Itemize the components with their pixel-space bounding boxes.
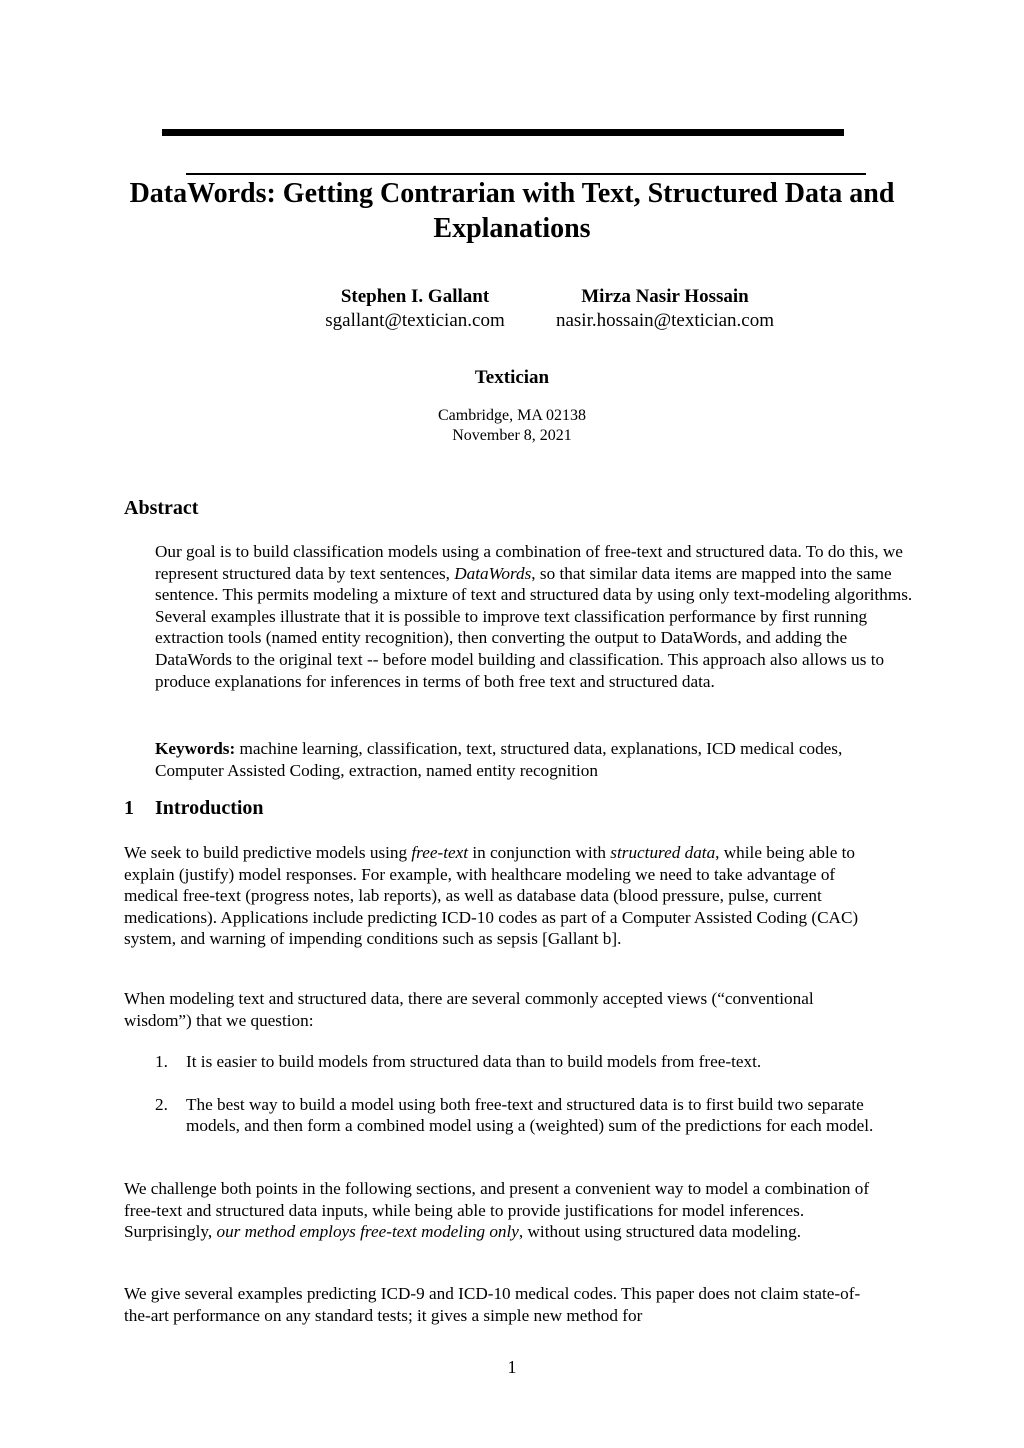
author-block-2 — [530, 285, 800, 333]
section-heading — [124, 797, 264, 820]
author-email: sgallant@textician.com — [325, 310, 505, 331]
paragraph-text: We challenge both points in the following sections, and present a convenient way to model a combination of free-text and structured data inputs, while being able to provide justifications for model inferences. Surprisingly, — [124, 1179, 870, 1242]
author-name: Mirza Nasir Hossain — [581, 286, 749, 307]
paragraph-text: in conjunction with — [468, 843, 611, 862]
paper-date: November 8, 2021 — [452, 427, 572, 444]
paper-title: DataWords: Getting Contrarian with Text, Structured Data and Explanations — [129, 178, 895, 244]
keywords — [155, 738, 915, 781]
paragraph-text: We seek to build predictive models using — [124, 843, 412, 862]
paragraph-emphasis: structured data — [610, 843, 716, 862]
list-item-number: 1. — [155, 1052, 168, 1071]
abstract-text: Our goal is to build classification models using a combination of free-text and structured data. To do this, we represent structured data by text sentences, — [155, 542, 903, 583]
author-email: nasir.hossain@textician.com — [555, 310, 774, 331]
intro-paragraph-4: We give several examples predicting ICD-9 and ICD-10 medical codes. This paper does not claim state-of-the-art performance on any standard tests; it gives a simple new method for — [124, 1284, 861, 1325]
page-number: 1 — [507, 1357, 517, 1377]
abstract-heading: Abstract — [124, 497, 199, 519]
paragraph-emphasis: free-text — [411, 843, 469, 862]
author-block-1 — [290, 285, 540, 333]
keywords-label: Keywords: — [155, 739, 236, 758]
list-item-text: It is easier to build models from structured data than to build models from free-text. — [186, 1052, 762, 1071]
list-item — [124, 1051, 884, 1073]
abstract-emphasis: DataWords — [454, 563, 532, 583]
intro-paragraph-2: When modeling text and structured data, there are several commonly accepted views (“conventional wisdom”) that we question: — [124, 989, 814, 1030]
list-item — [124, 1094, 884, 1137]
abstract-text: , so that similar data items are mapped into the same sentence. This permits modeling a mixture of text and structured data by using only text-modeling algorithms. Several examples illustrate that it is possible to improve text classification performance by first running extraction tools (named entity recognition), then converting the output to DataWords, and adding the DataWords to the original text -- before model building and classification. This approach also allows us to produce explanations for inferences in terms of both free text and structured data. — [155, 563, 913, 691]
list-item-number: 2. — [155, 1094, 168, 1114]
intro-paragraph-3 — [124, 1178, 884, 1243]
paragraph-text: , without using structured data modeling. — [518, 1222, 802, 1242]
list-item-text: The best way to build a model using both free-text and structured data is to first build two separate models, and then form a combined model using a (weighted) sum of the predictions for each model. — [186, 1094, 874, 1136]
author-name: Stephen I. Gallant — [340, 286, 490, 307]
numbered-list — [124, 1051, 884, 1158]
affiliation-location: Cambridge, MA 02138 — [438, 407, 586, 424]
keywords-list: machine learning, classification, text, structured data, explanations, ICD medical codes, Computer Assisted Coding, extraction, named entity recognition — [155, 739, 843, 780]
paragraph-emphasis: our method employs free-text modeling only — [216, 1222, 519, 1242]
section-title: Introduction — [155, 797, 264, 819]
affiliation-name: Textician — [474, 367, 550, 388]
paragraph-text: , while being able to explain (justify) model responses. For example, with healthcare modeling we need to take advantage of medical free-text (progress notes, lab reports), as well as database data (blood pressure, pulse, current medications). Applications include predicting ICD-10 codes as part of a Computer Assisted Coding (CAC) system, and warning of impending conditions such as sepsis [Gallant b]. — [124, 843, 859, 949]
section-number: 1 — [124, 797, 134, 819]
top-thick-rule — [162, 129, 844, 136]
top-thin-rule — [186, 173, 866, 175]
intro-paragraph-1 — [124, 842, 884, 950]
abstract-body — [155, 541, 915, 692]
